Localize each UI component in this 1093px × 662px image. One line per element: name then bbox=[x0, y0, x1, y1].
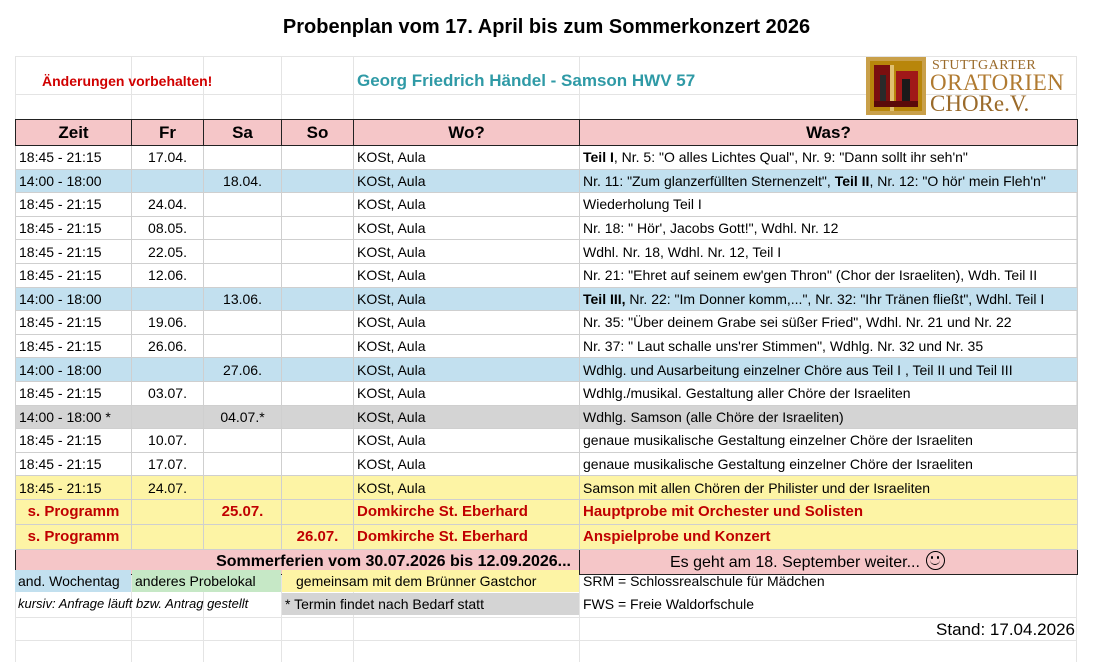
logo-emblem-icon bbox=[866, 57, 926, 115]
table-row bbox=[16, 146, 1078, 170]
cell-sa bbox=[204, 381, 282, 405]
cell-sa bbox=[204, 334, 282, 358]
legend-guest-choir: gemeinsam mit dem Brünner Gastchor bbox=[282, 570, 579, 592]
cell-sa bbox=[204, 216, 282, 240]
cell-sa bbox=[204, 193, 282, 217]
cell-sa bbox=[204, 311, 282, 335]
table-row bbox=[16, 240, 1078, 264]
was-text: Hauptprobe mit Orchester und Solisten bbox=[583, 502, 864, 520]
cell-zeit: 18:45 - 21:15 bbox=[16, 193, 132, 217]
rehearsal-table bbox=[15, 119, 1078, 575]
cell-wo: Domkirche St. Eberhard bbox=[354, 499, 580, 524]
cell-wo: KOSt, Aula bbox=[354, 216, 580, 240]
cell-fr: 08.05. bbox=[132, 216, 204, 240]
cell-was bbox=[580, 524, 1078, 549]
cell-wo: KOSt, Aula bbox=[354, 334, 580, 358]
cell-fr: 24.04. bbox=[132, 193, 204, 217]
table-row bbox=[16, 452, 1078, 476]
was-text: , Nr. 12: "O hör' mein Fleh'n" bbox=[869, 172, 1046, 189]
cell-wo: KOSt, Aula bbox=[354, 263, 580, 287]
cell-fr: 17.04. bbox=[132, 146, 204, 170]
was-text: Nr. 22: "Im Donner komm,...", Nr. 32: "Ihr Tränen fließt", Wdhl. Teil I bbox=[625, 290, 1045, 307]
cell-zeit: 18:45 - 21:15 bbox=[16, 429, 132, 453]
cell-was bbox=[580, 405, 1078, 429]
continue-text: Es geht am 18. September weiter... bbox=[670, 553, 920, 571]
table-row bbox=[16, 216, 1078, 240]
was-part-bold: Teil I bbox=[583, 149, 614, 166]
cell-fr bbox=[132, 499, 204, 524]
was-text: Nr. 18: " Hör', Jacobs Gott!", Wdhl. Nr. 12 bbox=[583, 220, 839, 237]
cell-zeit: s. Programm bbox=[16, 499, 132, 524]
cell-sa bbox=[204, 146, 282, 170]
was-text: Anspielprobe und Konzert bbox=[583, 527, 771, 545]
legend-srm: SRM = Schlossrealschule für Mädchen bbox=[583, 573, 825, 589]
cell-zeit: 18:45 - 21:15 bbox=[16, 334, 132, 358]
was-text: genaue musikalische Gestaltung einzelner Chöre der Israeliten bbox=[583, 432, 973, 449]
cell-fr: 24.07. bbox=[132, 476, 204, 500]
cell-zeit: 18:45 - 21:15 bbox=[16, 146, 132, 170]
was-text: Nr. 35: "Über deinem Grabe sei süßer Fried", Wdhl. Nr. 21 und Nr. 22 bbox=[583, 314, 1012, 331]
table-row bbox=[16, 169, 1078, 193]
table-row bbox=[16, 311, 1078, 335]
header-zeit: Zeit bbox=[16, 120, 132, 146]
cell-sa: 25.07. bbox=[204, 499, 282, 524]
was-part-bold: Teil III, bbox=[583, 290, 626, 307]
cell-was bbox=[580, 334, 1078, 358]
cell-fr: 03.07. bbox=[132, 381, 204, 405]
table-header-row bbox=[16, 120, 1078, 146]
header-sa: Sa bbox=[204, 120, 282, 146]
was-prefix: Nr. 11: "Zum glanzerfüllten Sternenzelt", bbox=[583, 172, 835, 189]
cell-wo: KOSt, Aula bbox=[354, 240, 580, 264]
was-text: Wdhlg. und Ausarbeitung einzelner Chöre aus Teil I , Teil II und Teil III bbox=[583, 361, 1013, 378]
cell-fr: 12.06. bbox=[132, 263, 204, 287]
legend-italic: kursiv: Anfrage läuft bzw. Antrag gestellt bbox=[18, 596, 249, 611]
summer-break-text: Sommerferien vom 30.07.2026 bis 12.09.2026... bbox=[16, 549, 580, 574]
cell-fr bbox=[132, 358, 204, 382]
header-wo: Wo? bbox=[354, 120, 580, 146]
cell-so bbox=[282, 263, 354, 287]
cell-zeit: 14:00 - 18:00 bbox=[16, 358, 132, 382]
was-part-bold: Teil II bbox=[834, 172, 870, 189]
cell-fr: 22.05. bbox=[132, 240, 204, 264]
choir-logo bbox=[864, 56, 1076, 118]
cell-so bbox=[282, 499, 354, 524]
cell-wo: KOSt, Aula bbox=[354, 429, 580, 453]
cell-sa bbox=[204, 240, 282, 264]
was-text: Wdhlg./musikal. Gestaltung aller Chöre der Israeliten bbox=[583, 385, 911, 402]
cell-so bbox=[282, 381, 354, 405]
cell-was bbox=[580, 476, 1078, 500]
legend-other-weekday: and. Wochentag bbox=[15, 570, 131, 592]
cell-was bbox=[580, 263, 1078, 287]
cell-was bbox=[580, 287, 1078, 311]
cell-sa bbox=[204, 429, 282, 453]
cell-wo: KOSt, Aula bbox=[354, 169, 580, 193]
cell-fr bbox=[132, 169, 204, 193]
was-text: genaue musikalische Gestaltung einzelner Chöre der Israeliten bbox=[583, 456, 973, 473]
cell-was bbox=[580, 169, 1078, 193]
table-row bbox=[16, 193, 1078, 217]
cell-fr: 19.06. bbox=[132, 311, 204, 335]
logo-text-line1: STUTTGARTER bbox=[932, 58, 1037, 73]
cell-wo: KOSt, Aula bbox=[354, 405, 580, 429]
header-fr: Fr bbox=[132, 120, 204, 146]
cell-sa bbox=[204, 524, 282, 549]
cell-so bbox=[282, 287, 354, 311]
cell-sa bbox=[204, 263, 282, 287]
cell-wo: KOSt, Aula bbox=[354, 476, 580, 500]
cell-zeit: 14:00 - 18:00 bbox=[16, 169, 132, 193]
cell-wo: KOSt, Aula bbox=[354, 287, 580, 311]
was-text: , Nr. 5: "O alles Lichtes Qual", Nr. 9: "Dann sollt ihr seh'n" bbox=[613, 149, 968, 166]
cell-so bbox=[282, 146, 354, 170]
cell-so bbox=[282, 405, 354, 429]
cell-wo: KOSt, Aula bbox=[354, 358, 580, 382]
cell-zeit: 14:00 - 18:00 bbox=[16, 287, 132, 311]
cell-sa: 27.06. bbox=[204, 358, 282, 382]
table-row bbox=[16, 381, 1078, 405]
cell-fr: 10.07. bbox=[132, 429, 204, 453]
cell-so bbox=[282, 476, 354, 500]
cell-fr bbox=[132, 287, 204, 311]
cell-wo: KOSt, Aula bbox=[354, 452, 580, 476]
cell-so bbox=[282, 452, 354, 476]
page-title: Probenplan vom 17. April bis zum Sommerkonzert 2026 bbox=[282, 16, 811, 38]
cell-so: 26.07. bbox=[282, 524, 354, 549]
work-title: Georg Friedrich Händel - Samson HWV 57 bbox=[357, 71, 696, 90]
cell-wo: KOSt, Aula bbox=[354, 311, 580, 335]
cell-zeit: 18:45 - 21:15 bbox=[16, 240, 132, 264]
cell-zeit: 18:45 - 21:15 bbox=[16, 381, 132, 405]
cell-sa bbox=[204, 476, 282, 500]
cell-was bbox=[580, 311, 1078, 335]
was-text: Samson mit allen Chören der Philister und der Israeliten bbox=[583, 479, 931, 496]
table-row bbox=[16, 405, 1078, 429]
table-row bbox=[16, 476, 1078, 500]
cell-so bbox=[282, 169, 354, 193]
cell-was bbox=[580, 452, 1078, 476]
header-so: So bbox=[282, 120, 354, 146]
cell-wo: KOSt, Aula bbox=[354, 381, 580, 405]
cell-fr bbox=[132, 405, 204, 429]
cell-zeit: 18:45 - 21:15 bbox=[16, 476, 132, 500]
cell-sa bbox=[204, 452, 282, 476]
logo-text-line2: ORATORIEN bbox=[930, 70, 1065, 95]
legend-on-demand: * Termin findet nach Bedarf statt bbox=[282, 593, 579, 615]
cell-so bbox=[282, 358, 354, 382]
cell-was bbox=[580, 146, 1078, 170]
header-was: Was? bbox=[580, 120, 1078, 146]
cell-sa: 18.04. bbox=[204, 169, 282, 193]
legend-other-location: anderes Probelokal bbox=[132, 570, 281, 592]
cell-was bbox=[580, 358, 1078, 382]
was-text: Nr. 21: "Ehret auf seinem ew'gen Thron" (Chor der Israeliten), Wdh. Teil II bbox=[583, 267, 1038, 284]
cell-was bbox=[580, 216, 1078, 240]
cell-sa: 04.07.* bbox=[204, 405, 282, 429]
cell-zeit: 18:45 - 21:15 bbox=[16, 216, 132, 240]
cell-so bbox=[282, 216, 354, 240]
cell-so bbox=[282, 311, 354, 335]
legend-fws: FWS = Freie Waldorfschule bbox=[583, 596, 755, 612]
cell-zeit: s. Programm bbox=[16, 524, 132, 549]
table-row bbox=[16, 334, 1078, 358]
table-row bbox=[16, 429, 1078, 453]
cell-was bbox=[580, 429, 1078, 453]
cell-was bbox=[580, 381, 1078, 405]
cell-fr bbox=[132, 524, 204, 549]
table-row bbox=[16, 287, 1078, 311]
cell-zeit: 18:45 - 21:15 bbox=[16, 452, 132, 476]
table-row bbox=[16, 524, 1078, 549]
grid-line bbox=[15, 617, 1077, 618]
cell-fr: 17.07. bbox=[132, 452, 204, 476]
table-row bbox=[16, 263, 1078, 287]
cell-so bbox=[282, 429, 354, 453]
table-body bbox=[16, 146, 1078, 550]
logo-text-line3: CHORe.V. bbox=[930, 91, 1030, 116]
cell-wo: Domkirche St. Eberhard bbox=[354, 524, 580, 549]
cell-was bbox=[580, 499, 1078, 524]
grid-line bbox=[15, 640, 1077, 641]
cell-was bbox=[580, 240, 1078, 264]
was-text: Wiederholung Teil I bbox=[583, 196, 702, 213]
cell-so bbox=[282, 240, 354, 264]
status-date: Stand: 17.04.2026 bbox=[936, 620, 1075, 639]
cell-sa: 13.06. bbox=[204, 287, 282, 311]
cell-zeit: 18:45 - 21:15 bbox=[16, 311, 132, 335]
was-text: Wdhl. Nr. 18, Wdhl. Nr. 12, Teil I bbox=[583, 243, 782, 260]
cell-wo: KOSt, Aula bbox=[354, 193, 580, 217]
cell-so bbox=[282, 334, 354, 358]
smiley-icon bbox=[926, 551, 945, 570]
cell-fr: 26.06. bbox=[132, 334, 204, 358]
cell-zeit: 18:45 - 21:15 bbox=[16, 263, 132, 287]
changes-notice: Änderungen vorbehalten! bbox=[42, 73, 213, 89]
was-text: Wdhlg. Samson (alle Chöre der Israeliten) bbox=[583, 408, 844, 425]
cell-so bbox=[282, 193, 354, 217]
was-text: Nr. 37: " Laut schalle uns'rer Stimmen", Wdhlg. Nr. 32 und Nr. 35 bbox=[583, 338, 984, 355]
cell-wo: KOSt, Aula bbox=[354, 146, 580, 170]
cell-was bbox=[580, 193, 1078, 217]
table-row bbox=[16, 358, 1078, 382]
cell-zeit: 14:00 - 18:00 * bbox=[16, 405, 132, 429]
table-row bbox=[16, 499, 1078, 524]
